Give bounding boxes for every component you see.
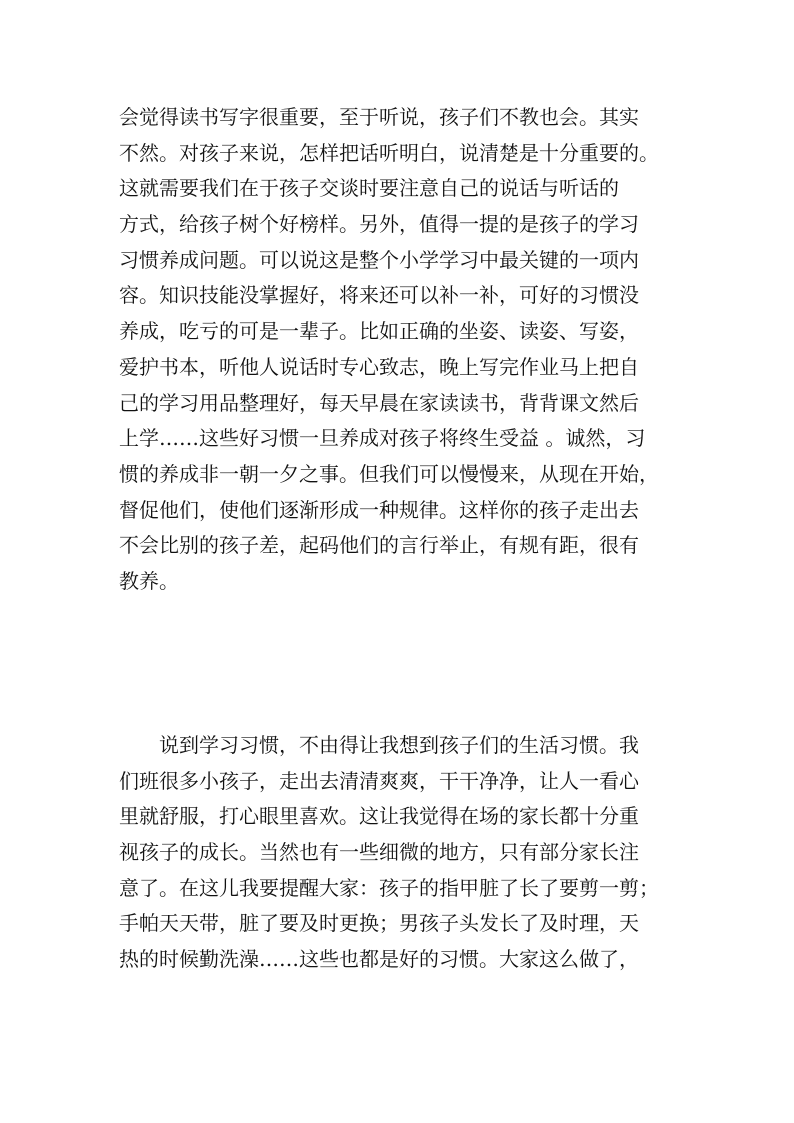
text-line: 视孩子的成长。当然也有一些细微的地方，只有部分家长注: [119, 840, 639, 865]
text-line: 说到学习习惯，不由得让我想到孩子们的生活习惯。我: [119, 733, 639, 757]
text-line: 这就需要我们在于孩子交谈时要注意自己的说话与听话的: [119, 176, 619, 201]
text-line: 己的学习用品整理好，每天早晨在家读读书，背背课文然后: [119, 390, 639, 415]
text-line: 们班很多小孩子，走出去清清爽爽，干干净净，让人一看心: [119, 768, 639, 793]
text-line: 意了。在这儿我要提醒大家：孩子的指甲脏了长了要剪一剪；: [119, 875, 659, 900]
text-line: 养成，吃亏的可是一辈子。比如正确的坐姿、读姿、写姿，: [119, 319, 639, 344]
text-line: 习惯养成问题。可以说这是整个小学学习中最关键的一项内: [119, 247, 639, 272]
text-line: 里就舒服，打心眼里喜欢。这让我觉得在场的家长都十分重: [119, 804, 639, 829]
text-line: 惯的养成非一朝一夕之事。但我们可以慢慢来，从现在开始，: [119, 461, 659, 486]
paragraph-2: [119, 728, 679, 978]
text-line: 督促他们，使他们逐渐形成一种规律。这样你的孩子走出去: [119, 497, 639, 522]
text-line: 不会比别的孩子差，起码他们的言行举止，有规有距，很有: [119, 533, 639, 558]
text-line: 热的时候勤洗澡……这些也都是好的习惯。大家这么做了，: [119, 947, 639, 972]
text-line: 不然。对孩子来说，怎样把话听明白，说清楚是十分重要的。: [119, 140, 659, 165]
text-line: 容。知识技能没掌握好，将来还可以补一补，可好的习惯没: [119, 283, 639, 308]
text-line: 上学……这些好习惯一旦养成对孩子将终生受益 。诚然，习: [119, 426, 646, 451]
text-line: 手帕天天带，脏了要及时更换；男孩子头发长了及时理，天: [119, 911, 639, 936]
text-line: 爱护书本，听他人说话时专心致志，晚上写完作业马上把自: [119, 354, 639, 379]
paragraph-1: [119, 100, 679, 600]
text-line: 会觉得读书写字很重要，至于听说，孩子们不教也会。其实: [119, 105, 639, 129]
text-line: 方式，给孩子树个好榜样。另外，值得一提的是孩子的学习: [119, 212, 639, 237]
text-line: 教养。: [119, 568, 179, 593]
